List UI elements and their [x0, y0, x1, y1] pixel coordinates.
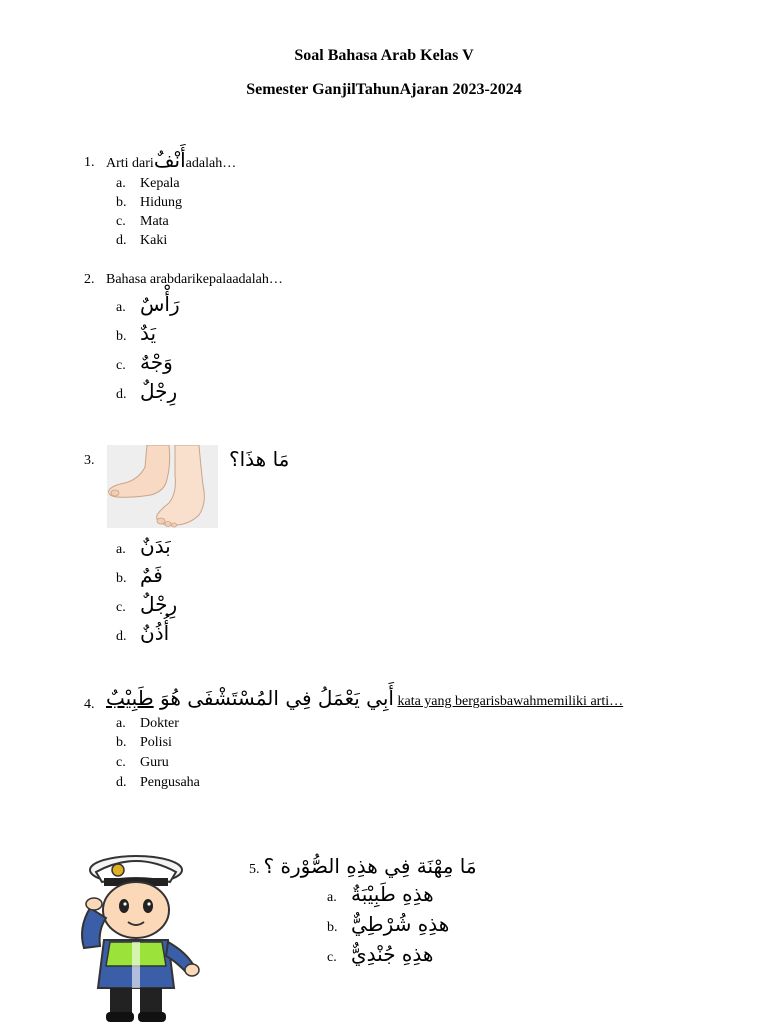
q5-arabic: مَا مِهْنَة فِي هذِهِ الصُّوْرة ؟: [263, 854, 477, 878]
q2-option-d: d. رِجْلٌ: [116, 379, 178, 403]
q3-option-d: d. أُذُنٌ: [116, 621, 170, 645]
q3-option-c: c. رِجْلٌ: [116, 592, 178, 616]
q4-number: 4.: [84, 697, 95, 712]
q3-option-b: b. فَمٌ: [116, 563, 163, 587]
q1-pre: Arti dari: [106, 156, 154, 171]
q2-option-a: a. رَأْسٌ: [116, 292, 180, 316]
q4-arabic-sentence: أَبِي يَعْمَلُ فِي المُسْتَشْفَى هُوَ طَبِيْبٌ: [106, 686, 394, 710]
q4-text: [106, 686, 623, 710]
page-subtitle: Semester GanjilTahunAjaran 2023-2024: [246, 81, 522, 98]
q4-option-d: d. Pengusaha: [116, 775, 200, 790]
police-image: [70, 848, 200, 1024]
q3-arabic: مَا هذَا؟: [229, 447, 290, 471]
q4-option-a: a. Dokter: [116, 716, 179, 731]
q4-underlined-word: طَبِيْبٌ: [106, 686, 154, 710]
q5-option-b: b. هذِهِ شُرْطِيٌّ: [327, 912, 450, 936]
q1-option-a: a. Kepala: [116, 176, 180, 191]
q1-arabic: أَنْفٌ: [153, 148, 186, 172]
q4-option-b: b. Polisi: [116, 735, 172, 750]
q4-option-c: c. Guru: [116, 755, 169, 770]
q3-option-a: a. بَدَنٌ: [116, 534, 171, 558]
q2-option-c: c. وَجْهٌ: [116, 350, 173, 374]
q5-option-a: a. هذِهِ طَبِيْبَةٌ: [327, 882, 434, 906]
q1-option-d: d. Kaki: [116, 233, 168, 248]
page-title: Soal Bahasa Arab Kelas V: [294, 47, 474, 64]
q1-option-c: c. Mata: [116, 214, 169, 229]
q1-post: adalah…: [185, 156, 237, 171]
q4-instruction: kata yang bergarisbawahmemiliki arti…: [397, 694, 624, 709]
q5-option-c: c. هذِهِ جُنْدِيٌّ: [327, 942, 434, 966]
q3-number: 3.: [84, 453, 95, 468]
q1-option-b: b. Hidung: [116, 195, 182, 210]
q2-option-b: b. يَدٌ: [116, 321, 157, 345]
q5-number: 5.: [249, 862, 260, 877]
q1-text: [106, 148, 236, 172]
q2-number: 2.: [84, 272, 95, 287]
feet-image: [107, 445, 218, 528]
q1-number: 1.: [84, 155, 95, 170]
q2-text: Bahasa arabdarikepalaadalah…: [106, 272, 283, 287]
q5-line: [249, 854, 477, 878]
